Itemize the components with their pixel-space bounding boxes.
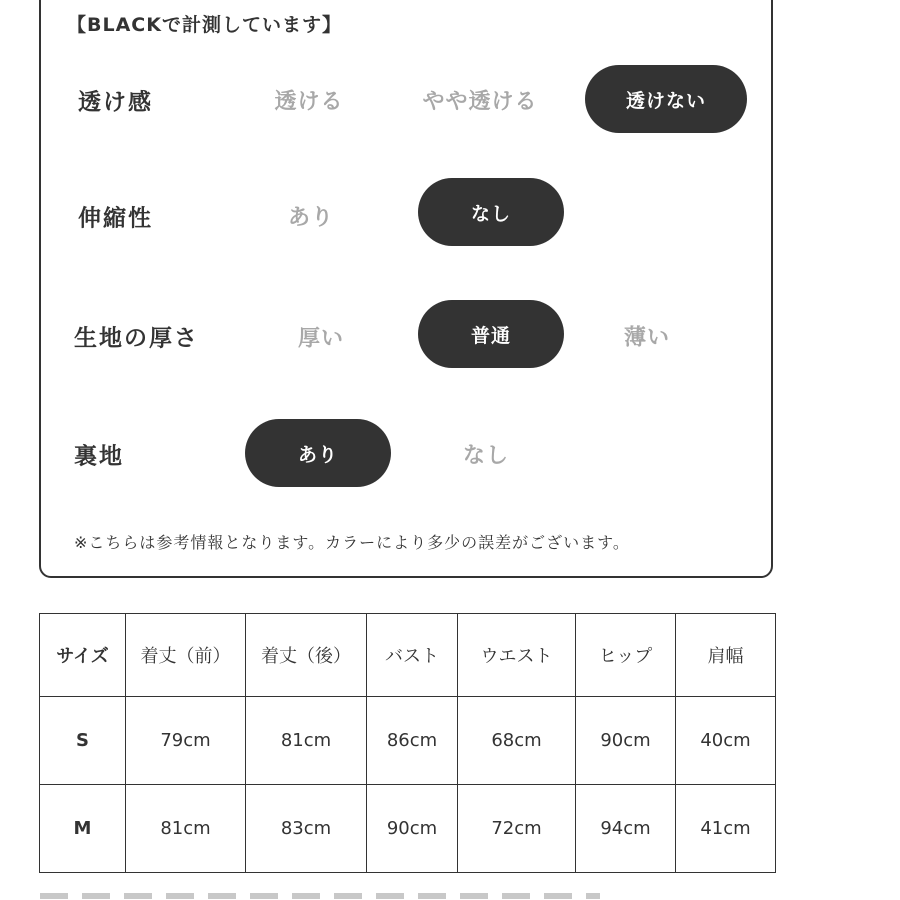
table-cell: 72cm: [458, 785, 576, 873]
table-row: [40, 697, 776, 785]
header-size: サイズ: [40, 614, 126, 697]
option-lining-no: なし: [462, 443, 510, 469]
table-row: [40, 785, 776, 873]
option-thick: 厚い: [297, 326, 345, 352]
table-cell: 68cm: [458, 697, 576, 785]
table-cell: 86cm: [367, 697, 458, 785]
table-cell: 81cm: [126, 785, 246, 873]
header-length-back: 着丈（後）: [246, 614, 367, 697]
table-cell: 90cm: [367, 785, 458, 873]
option-slightly-transparent: やや透ける: [422, 89, 538, 115]
table-cell: 40cm: [676, 697, 776, 785]
attr-label-transparency: 透け感: [78, 89, 153, 116]
table-cell: 41cm: [676, 785, 776, 873]
option-lining-yes-selected: あり: [245, 419, 391, 487]
attr-label-thickness: 生地の厚さ: [74, 325, 199, 352]
option-transparent: 透ける: [274, 89, 344, 115]
option-normal-selected: 普通: [418, 300, 564, 368]
header-hip: ヒップ: [576, 614, 676, 697]
option-stretch-no-selected: なし: [418, 178, 564, 246]
size-label: M: [40, 785, 126, 873]
option-not-transparent-selected: 透けない: [585, 65, 747, 133]
size-label: S: [40, 697, 126, 785]
option-thin: 薄い: [623, 325, 671, 351]
table-cell: 94cm: [576, 785, 676, 873]
header-bust: バスト: [367, 614, 458, 697]
option-stretch-yes: あり: [287, 205, 335, 231]
size-table: [39, 613, 776, 873]
table-cell: 81cm: [246, 697, 367, 785]
reference-note: ※こちらは参考情報となります。カラーにより多少の誤差がございます。: [74, 533, 630, 552]
cropped-text-line: [40, 893, 600, 899]
table-cell: 79cm: [126, 697, 246, 785]
header-waist: ウエスト: [458, 614, 576, 697]
table-cell: 83cm: [246, 785, 367, 873]
attr-label-stretch: 伸縮性: [78, 205, 153, 232]
attr-label-lining: 裏地: [74, 443, 124, 470]
header-shoulder: 肩幅: [676, 614, 776, 697]
table-cell: 90cm: [576, 697, 676, 785]
header-length-front: 着丈（前）: [126, 614, 246, 697]
panel-header: 【BLACKで計測しています】: [67, 14, 342, 36]
size-table-header-row: [40, 614, 776, 697]
